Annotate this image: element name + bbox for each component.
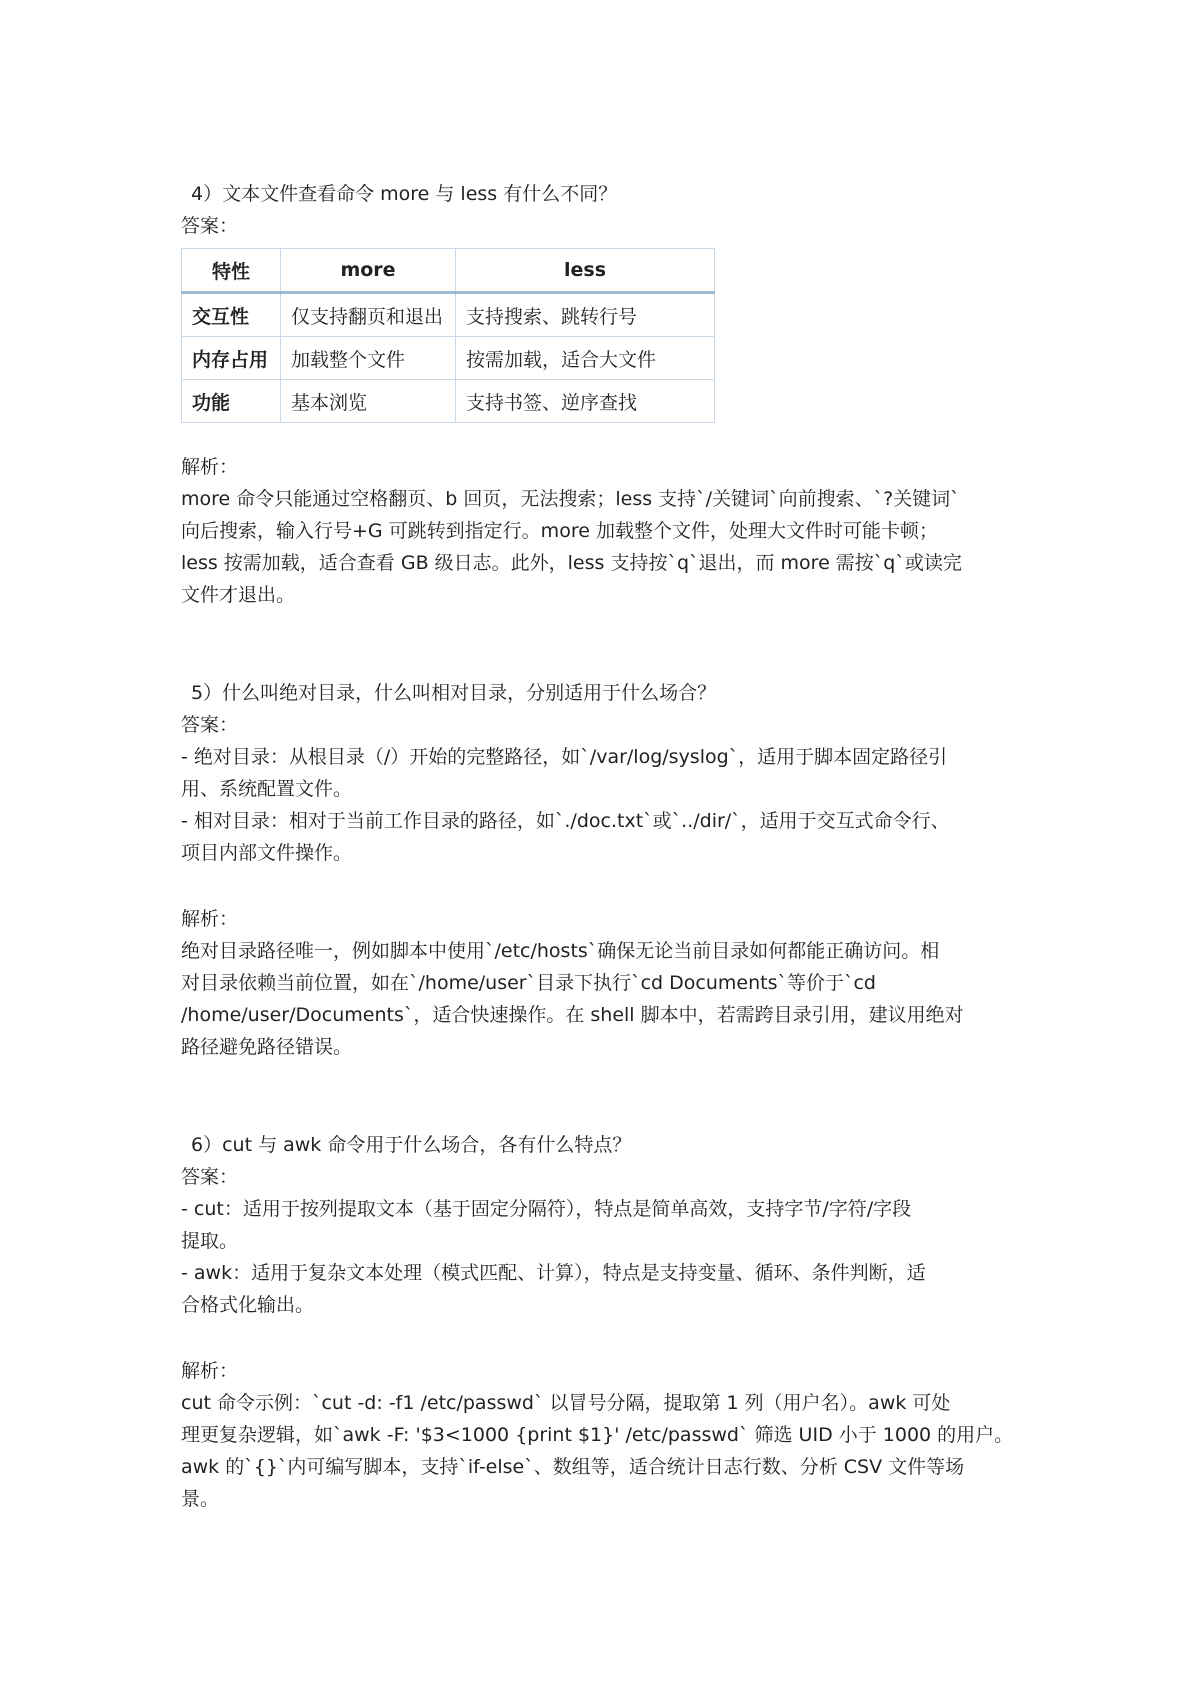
comparison-table (181, 248, 715, 423)
answer-line: - 绝对目录：从根目录（/）开始的完整路径，如`/var/log/syslog`，适用于脚本固定路径引 (181, 746, 948, 768)
answer-line: 项目内部文件操作。 (181, 842, 353, 864)
table-cell: 加载整个文件 (281, 337, 456, 380)
question-5-analysis-label: 解析： (181, 908, 239, 930)
analysis-line: cut 命令示例：`cut -d: -f1 /etc/passwd` 以冒号分隔，提取第 1 列（用户名）。awk 可处 (181, 1392, 951, 1414)
analysis-line: 景。 (181, 1488, 220, 1510)
analysis-line: 理更复杂逻辑，如`awk -F: '$3<1000 {print $1}' /etc/passwd` 筛选 UID 小于 1000 的用户。 (181, 1424, 1014, 1446)
analysis-line: less 按需加载，适合查看 GB 级日志。此外，less 支持按`q`退出，而 more 需按`q`或读完 (181, 552, 962, 574)
table-cell: 内存占用 (182, 337, 281, 380)
question-5-answer-label: 答案： (181, 714, 239, 736)
question-6-analysis-label: 解析： (181, 1360, 239, 1382)
table-header-feature: 特性 (182, 249, 281, 293)
question-5 (181, 677, 1021, 1063)
question-6-analysis-text (181, 1387, 1021, 1515)
table-cell: 功能 (182, 380, 281, 423)
answer-line: - awk：适用于复杂文本处理（模式匹配、计算），特点是支持变量、循环、条件判断，适 (181, 1262, 926, 1284)
analysis-line: 路径避免路径错误。 (181, 1036, 353, 1058)
table-cell: 支持书签、逆序查找 (456, 380, 715, 423)
table-cell: 基本浏览 (281, 380, 456, 423)
question-5-title: 5）什么叫绝对目录，什么叫相对目录，分别适用于什么场合？ (191, 682, 717, 704)
analysis-line: 对目录依赖当前位置，如在`/home/user`目录下执行`cd Documents`等价于`cd (181, 972, 876, 994)
answer-line: - cut：适用于按列提取文本（基于固定分隔符），特点是简单高效，支持字节/字符/字段 (181, 1198, 912, 1220)
table-header-more: more (281, 249, 456, 293)
answer-line: - 相对目录：相对于当前工作目录的路径，如`./doc.txt`或`../dir/`，适用于交互式命令行、 (181, 810, 950, 832)
table-cell: 按需加载，适合大文件 (456, 337, 715, 380)
question-5-answer-text (181, 741, 1021, 869)
table-cell: 交互性 (182, 293, 281, 337)
analysis-line: 向后搜索，输入行号+G 可跳转到指定行。more 加载整个文件，处理大文件时可能卡顿； (181, 520, 938, 542)
table-cell: 仅支持翻页和退出 (281, 293, 456, 337)
analysis-line: more 命令只能通过空格翻页、b 回页，无法搜索；less 支持`/关键词`向前搜索、`?关键词` (181, 488, 960, 510)
question-4-answer-label: 答案： (181, 215, 239, 237)
answer-line: 用、系统配置文件。 (181, 778, 353, 800)
answer-line: 合格式化输出。 (181, 1294, 315, 1316)
table-header-less: less (456, 249, 715, 293)
document-page (181, 178, 1021, 1515)
table-row (182, 337, 715, 380)
analysis-line: /home/user/Documents`，适合快速操作。在 shell 脚本中，若需跨目录引用，建议用绝对 (181, 1004, 964, 1026)
question-6-answer-label: 答案： (181, 1166, 239, 1188)
answer-line: 提取。 (181, 1230, 239, 1252)
analysis-line: 文件才退出。 (181, 584, 296, 606)
table-header-row (182, 249, 715, 293)
question-6-answer-text (181, 1193, 1021, 1321)
question-6 (181, 1129, 1021, 1515)
table-cell: 支持搜索、跳转行号 (456, 293, 715, 337)
analysis-line: awk 的`{}`内可编写脚本，支持`if-else`、数组等，适合统计日志行数、分析 CSV 文件等场 (181, 1456, 965, 1478)
question-5-analysis-text (181, 935, 1021, 1063)
table-row (182, 380, 715, 423)
question-4-analysis-text (181, 483, 1021, 611)
analysis-line: 绝对目录路径唯一，例如脚本中使用`/etc/hosts`确保无论当前目录如何都能正确访问。相 (181, 940, 940, 962)
question-4-analysis-label: 解析： (181, 456, 239, 478)
question-4 (181, 178, 1021, 611)
table-row (182, 293, 715, 337)
question-4-title: 4）文本文件查看命令 more 与 less 有什么不同？ (191, 183, 618, 205)
question-6-title: 6）cut 与 awk 命令用于什么场合，各有什么特点？ (191, 1134, 632, 1156)
